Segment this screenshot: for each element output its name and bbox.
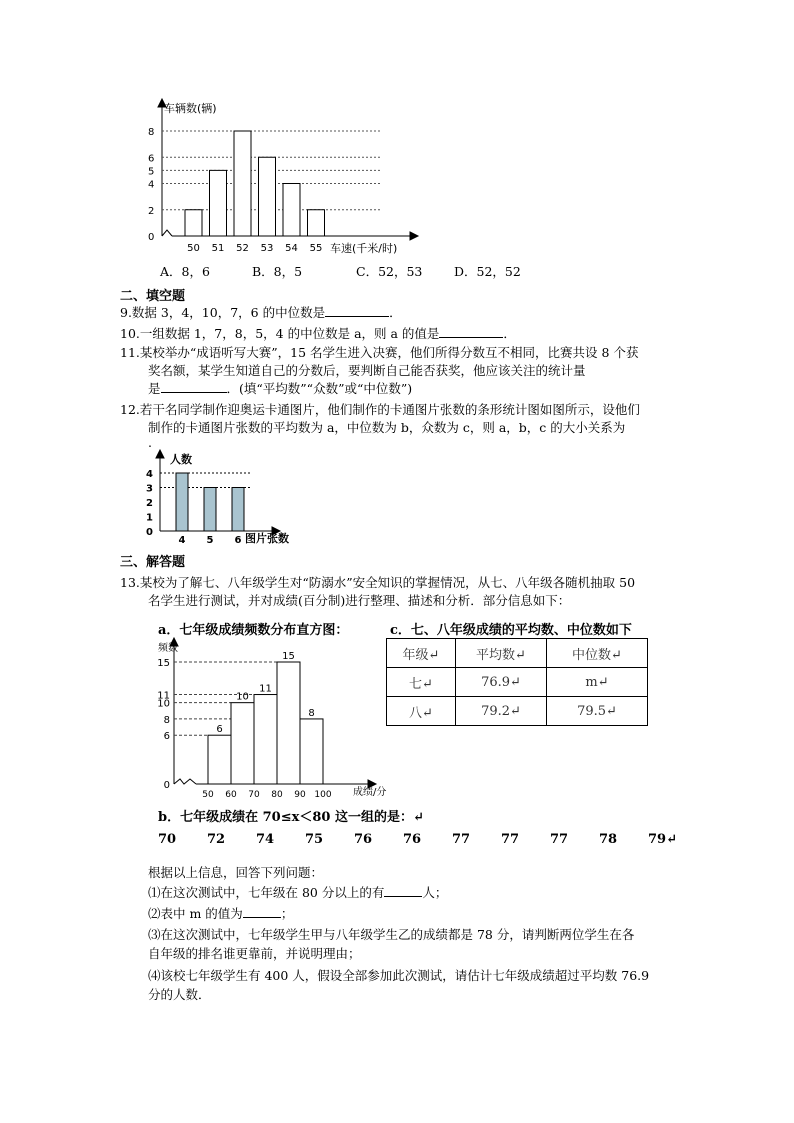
chart1-x-tick-label: 55 [309, 243, 323, 254]
q8-option-a[interactable]: A．8，6 [160, 264, 210, 279]
q13-a-title: a．七年级成绩频数分布直方图： [158, 623, 349, 638]
chart3-bar-label: 10 [236, 691, 249, 703]
chart3-y-tick-label: 15 [157, 658, 170, 669]
q13-sub1-end: 人； [422, 885, 448, 900]
table-cell: 八↵ [387, 697, 456, 726]
q13-c-title: c．七、八年级成绩的平均数、中位数如下 [390, 623, 632, 638]
chart3-bar-label: 11 [259, 683, 272, 695]
chart1-x-tick-label: 54 [285, 243, 298, 254]
chart1-x-tick-label: 50 [187, 243, 200, 254]
q13-sub1 [148, 884, 447, 902]
chart1-bar [234, 131, 251, 236]
q13-intro: 根据以上信息，回答下列问题： [148, 865, 324, 880]
score-item: 78 [599, 832, 618, 847]
chart3-axis-break [174, 779, 196, 784]
chart3-bar [300, 719, 323, 784]
score-item: 75 [305, 832, 324, 847]
score-item: 77 [550, 832, 569, 847]
table-header-cell: 中位数↵ [547, 639, 648, 668]
mean-median-table [386, 638, 648, 726]
chart3-y-tick-label: 6 [163, 731, 170, 743]
q11-line3 [148, 380, 412, 398]
chart3-bar-label: 15 [282, 651, 295, 662]
q13-sub3-line2: 自年级的排名谁更靠前，并说明理由； [148, 946, 361, 961]
chart2-bar [176, 473, 188, 531]
chart3-x-tick-label: 60 [225, 790, 237, 800]
q10 [120, 325, 516, 343]
q10-answer-blank[interactable] [439, 325, 503, 338]
q13-sub2 [148, 905, 293, 923]
chart1-y-tick-label: 4 [148, 179, 155, 191]
q13-sub1-text: ⑴在这次测试中，七年级在 80 分以上的有 [148, 885, 385, 900]
q10-text: 10.一组数据 1，7，8，5，4 的中位数是 a，则 a 的值是 [120, 326, 440, 341]
chart2-y-tick-label: 2 [146, 498, 153, 509]
score-item: 76 [354, 832, 373, 847]
score-item: 76 [403, 832, 422, 847]
q9-text: 9.数据 3，4，10，7，6 的中位数是 [120, 305, 326, 320]
chart2-y-tick-label: 1 [146, 512, 153, 524]
q8-option-c[interactable]: C．52，53 [356, 264, 423, 279]
chart1-bar [308, 210, 325, 236]
table-cell: m↵ [547, 668, 648, 697]
chart1-x-tick-label: 51 [211, 243, 225, 254]
chart2-xlabel: 图片张数 [245, 532, 289, 545]
chart2-bar [204, 488, 216, 532]
chart1-y-tick-label: 0 [148, 232, 155, 243]
q13-line2: 名学生进行测试，并对成绩(百分制)进行整理、描述和分析．部分信息如下： [148, 593, 571, 608]
q13-sub1-blank[interactable] [384, 884, 422, 897]
chart2-y-tick-label: 0 [146, 527, 153, 538]
q13-sub2-blank[interactable] [243, 905, 281, 918]
table-cell: 79.5↵ [547, 697, 648, 726]
chart1-y-tick-label: 5 [148, 166, 155, 178]
table-row [387, 668, 648, 697]
chart3-bar [231, 703, 254, 784]
chart1-y-tick-label: 8 [148, 127, 155, 138]
chart1-y-tick-label: 2 [148, 205, 155, 217]
q8-option-d[interactable]: D．52，52 [454, 264, 521, 279]
chart1-bar [283, 184, 300, 237]
q13-sub2-text: ⑵表中 m 的值为 [148, 906, 243, 921]
q13-sub4-line2: 分的人数． [148, 987, 211, 1002]
table-row [387, 697, 648, 726]
chart3-ylabel: 频数 [158, 643, 178, 654]
chart3-bar-label: 8 [308, 707, 315, 719]
chart2-x-tick-label: 6 [234, 535, 242, 546]
q9-answer-blank[interactable] [325, 304, 389, 317]
chart1-ylabel: 车辆数(辆) [164, 102, 217, 115]
score-item: 77 [501, 832, 520, 847]
q13-sub2-end: ； [280, 906, 294, 921]
q11-line2: 奖名额，某学生知道自己的分数后，要判断自己能否获奖，他应该关注的统计量 [148, 363, 586, 378]
q9-end: ． [389, 305, 402, 320]
score-item: 79↵ [648, 832, 677, 847]
chart1-x-tick-label: 53 [260, 243, 274, 254]
q13-b-title: b．七年级成绩在 70≤x＜80 这一组的是：↵ [158, 810, 424, 825]
chart1-x-tick-label: 52 [236, 243, 249, 254]
chart1-x-arrow [410, 232, 418, 240]
chart1-bar [259, 157, 276, 236]
score-item: 74 [256, 832, 275, 847]
chart3-y-tick-label: 10 [157, 698, 170, 710]
chart3-xlabel: 成绩/分 [353, 787, 387, 798]
chart1-y-tick-label: 6 [148, 153, 155, 165]
chart3-x-tick-label: 50 [202, 790, 214, 800]
grade7-score-histogram [150, 636, 400, 806]
score-item: 72 [207, 832, 226, 847]
table-header-row [387, 639, 648, 668]
chart3-x-tick-label: 90 [294, 790, 306, 800]
chart3-y-tick-label: 11 [157, 690, 170, 702]
chart2-y-arrow [156, 450, 164, 458]
chart3-y-tick-label: 0 [163, 780, 170, 791]
table-cell: 七↵ [387, 668, 456, 697]
q12-line3: . [148, 435, 152, 450]
q12-line1: 12.若干名同学制作迎奥运卡通图片，他们制作的卡通图片张数的条形统计图如图所示，设他们 [120, 402, 640, 417]
chart2-y-tick-label: 4 [146, 469, 153, 480]
chart3-bar-label: 6 [216, 724, 223, 736]
chart3-x-tick-label: 70 [248, 790, 260, 800]
chart1-axis-break [162, 230, 172, 236]
chart1-bar [185, 210, 202, 236]
chart1-xlabel: 车速(千米/时) [330, 242, 398, 255]
chart3-bar [208, 735, 231, 784]
chart2-y-tick-label: 3 [146, 483, 153, 495]
chart2-bar [232, 488, 244, 532]
chart3-y-tick-label: 8 [163, 714, 170, 726]
q10-end: ． [503, 326, 516, 341]
section3-title: 三、解答题 [120, 555, 186, 570]
chart2-ylabel: 人数 [170, 453, 192, 466]
chart1-bar [210, 170, 227, 236]
chart3-x-tick-label: 80 [271, 790, 283, 800]
chart3-bar [254, 695, 277, 784]
q13-sub4-line1: ⑷该校七年级学生有 400 人，假设全部参加此次测试，请估计七年级成绩超过平均数 76.9 [148, 968, 650, 983]
chart3-x-tick-label: 100 [314, 790, 332, 800]
q13-sub3-line1: ⑶在这次测试中，七年级学生甲与八年级学生乙的成绩都是 78 分，请判断两位学生在各 [148, 927, 635, 942]
table-cell: 76.9↵ [456, 668, 547, 697]
chart3-bar [277, 662, 300, 784]
q13-line1: 13.某校为了解七、八年级学生对“防溺水”安全知识的掌握情况，从七、八年级各随机抽取 50 [120, 575, 636, 590]
car-speed-histogram [140, 95, 420, 260]
chart2-x-tick-label: 5 [206, 535, 214, 546]
q8-option-b[interactable]: B．8，5 [252, 264, 303, 279]
cartoon-picture-bar-chart [140, 448, 310, 548]
table-cell: 79.2↵ [456, 697, 547, 726]
q11-line3-start: 是 [148, 381, 161, 396]
q12-line2: 制作的卡通图片张数的平均数为 a，中位数为 b，众数为 c，则 a，b，c 的大小关系为 [148, 420, 626, 435]
score-item: 70 [158, 832, 177, 847]
table-header-cell: 平均数↵ [456, 639, 547, 668]
q11-line3-end: ．(填“平均数”“众数”或“中位数”) [226, 381, 413, 396]
q9 [120, 304, 402, 322]
q11-line1: 11.某校举办“成语听写大赛”，15 名学生进入决赛，他们所得分数互不相同，比赛共设 8 个获 [120, 345, 639, 360]
table-header-cell: 年级↵ [387, 639, 456, 668]
section2-title: 二、填空题 [120, 289, 186, 304]
q11-answer-blank[interactable] [161, 380, 227, 393]
chart2-x-tick-label: 4 [178, 535, 186, 546]
score-item: 77 [452, 832, 471, 847]
